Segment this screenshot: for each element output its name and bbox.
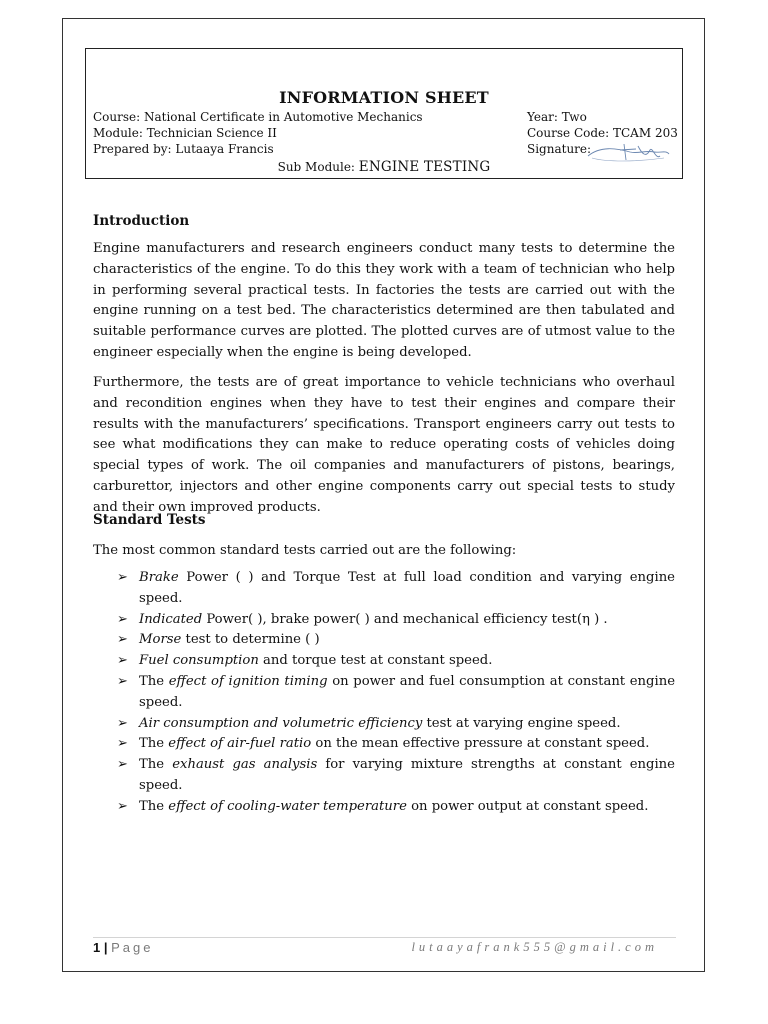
item-emphasis: Brake — [139, 570, 179, 585]
item-post: test at varying engine speed. — [422, 715, 621, 731]
item-emphasis: effect of air-fuel ratio — [168, 736, 312, 752]
item-emphasis: Indicated — [139, 611, 203, 627]
footer-page-number — [93, 940, 153, 955]
arrow-bullet-icon: ➢ — [117, 611, 129, 627]
item-post: Power ( ) and Torque Test at full load condition and varying engine speed. — [139, 570, 675, 606]
signature-image — [586, 140, 670, 166]
paragraph-text: Furthermore, the tests are of great importance to vehicle technicians who overhaul and recondition engines when they have to test their engines and compare their results with the manufacturers’ specifications. Transport engineers carry out tests to see what modifications they can make to reduce operating costs of vehicles doing special types of work. The oil companies and manufacturers of pistons, bearings, carburettor, injectors and other engine components carry out special tests to study and their own improved products. — [93, 375, 675, 515]
item-emphasis: Morse — [139, 632, 182, 648]
standard-tests-intro — [93, 539, 675, 558]
list-item — [117, 610, 675, 631]
list-item — [117, 651, 675, 672]
module-line: Module: Technician Science II — [93, 126, 277, 140]
list-item — [117, 734, 675, 755]
arrow-bullet-icon: ➢ — [117, 673, 129, 689]
item-pre: The — [139, 798, 169, 814]
year-line: Year: Two — [527, 110, 587, 124]
page-separator: | — [100, 940, 112, 955]
list-item — [117, 797, 675, 818]
page-title: INFORMATION SHEET — [279, 88, 489, 107]
arrow-bullet-icon: ➢ — [117, 570, 129, 585]
item-emphasis: Fuel consumption — [139, 653, 259, 669]
arrow-bullet-icon: ➢ — [117, 736, 129, 752]
item-emphasis: exhaust gas analysis — [172, 757, 318, 773]
introduction-paragraph-2 — [93, 373, 675, 519]
introduction-heading — [93, 210, 675, 229]
item-emphasis: effect of cooling-water temperature — [168, 798, 407, 814]
course-code-line: Course Code: TCAM 203 — [527, 126, 678, 140]
introduction-heading-text: Introduction — [93, 213, 190, 229]
standard-tests-heading — [93, 509, 675, 528]
standard-tests-intro-text: The most common standard tests carried out are the following: — [93, 543, 517, 558]
item-pre: The — [139, 736, 169, 752]
standard-tests-heading-text: Standard Tests — [93, 512, 206, 528]
footer-email: lutaayafrank555@gmail.com — [411, 940, 658, 954]
item-post: on the mean effective pressure at constant speed. — [311, 736, 650, 752]
page-word: Page — [111, 940, 154, 955]
list-item — [117, 630, 675, 651]
course-line: Course: National Certificate in Automotive Mechanics — [93, 110, 423, 124]
item-post: and torque test at constant speed. — [258, 653, 493, 669]
list-item — [117, 755, 675, 797]
footer-divider — [93, 937, 676, 938]
list-item — [117, 714, 675, 735]
paragraph-text: Engine manufacturers and research engineers conduct many tests to determine the characteristics of the engine. To do this they work with a team of technician who help in performing several practical tests. In factories the tests are carried out with the engine running on a test bed. The characteristics determined are then tabulated and suitable performance curves are plotted. The plotted curves are of utmost value to the engineer especially when the engine is being developed. — [93, 241, 675, 360]
page-number: 1 — [93, 940, 101, 955]
item-emphasis: effect of ignition timing — [168, 673, 328, 689]
signature-label: Signature: — [527, 142, 592, 156]
introduction-paragraph-1 — [93, 239, 675, 364]
arrow-bullet-icon: ➢ — [117, 632, 129, 648]
item-post: for varying mixture strengths at constant engine speed. — [139, 757, 675, 793]
standard-tests-list — [117, 568, 675, 818]
arrow-bullet-icon: ➢ — [117, 798, 129, 814]
arrow-bullet-icon: ➢ — [117, 757, 129, 773]
arrow-bullet-icon: ➢ — [117, 715, 129, 731]
item-pre: The — [139, 673, 169, 689]
item-post: on power and fuel consumption at constant engine speed. — [139, 673, 675, 710]
sub-module-label: Sub Module: — [277, 160, 359, 174]
arrow-bullet-icon: ➢ — [117, 653, 129, 669]
item-post: Power( ), brake power( ) and mechanical efficiency test(η ) . — [202, 611, 608, 627]
item-post: on power output at constant speed. — [406, 798, 649, 814]
list-item — [117, 672, 675, 714]
sub-module-value: ENGINE TESTING — [358, 159, 491, 175]
item-pre: The — [139, 757, 173, 773]
item-emphasis: Air consumption and volumetric efficiency — [139, 715, 423, 731]
list-item — [117, 568, 675, 610]
prepared-by-line: Prepared by: Lutaaya Francis — [93, 142, 274, 156]
item-post: test to determine ( ) — [181, 632, 320, 648]
